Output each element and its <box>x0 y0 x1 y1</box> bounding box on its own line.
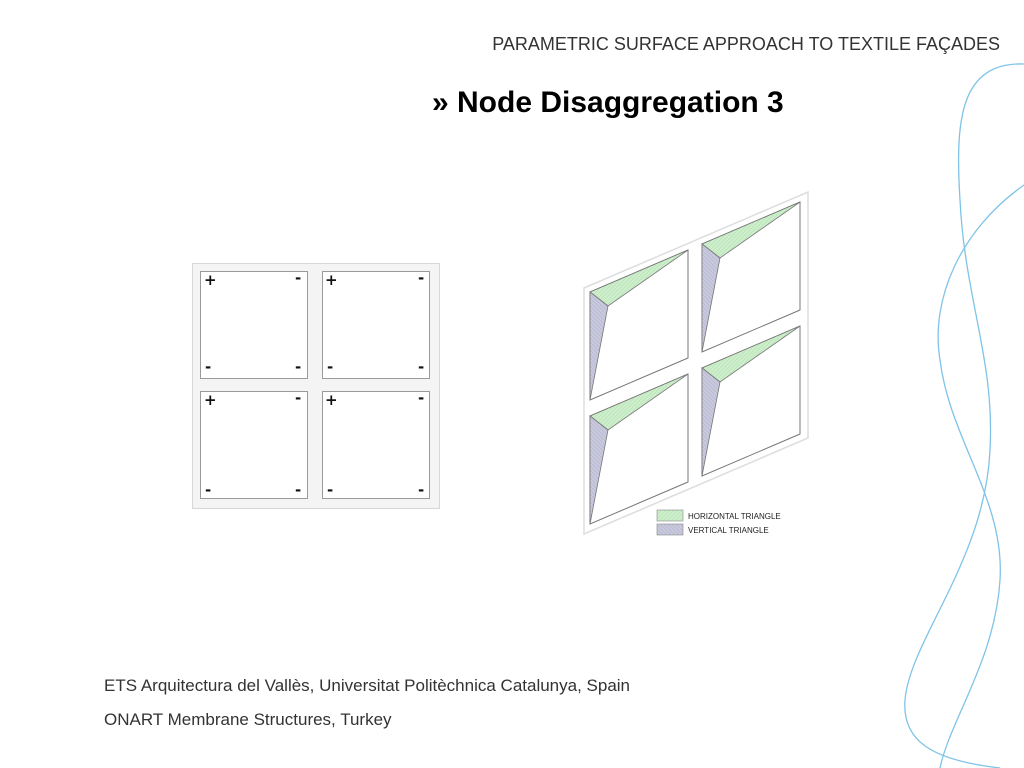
legend-label-horizontal: HORIZONTAL TRIANGLE <box>688 512 781 521</box>
sign-top-left: + <box>204 271 217 289</box>
sign-top-left: + <box>204 391 217 409</box>
slide-title: » Node Disaggregation 3 <box>432 86 784 119</box>
sign-bottom-left: - <box>327 481 334 499</box>
legend-swatch-vertical <box>657 524 683 535</box>
sign-bottom-right: - <box>418 358 425 376</box>
sign-grid-diagram <box>192 263 440 509</box>
sign-bottom-right: - <box>295 358 302 376</box>
sign-top-right: - <box>295 389 302 407</box>
legend-label-vertical: VERTICAL TRIANGLE <box>688 526 769 535</box>
sign-bottom-left: - <box>205 481 212 499</box>
sign-bottom-right: - <box>418 481 425 499</box>
sign-top-left: + <box>325 391 338 409</box>
presentation-header: PARAMETRIC SURFACE APPROACH TO TEXTILE FAÇADES <box>492 34 1000 54</box>
decorative-curve-1 <box>905 64 1024 768</box>
isometric-panel-diagram <box>580 188 820 538</box>
decorative-curve-2 <box>938 185 1024 768</box>
footer-affiliation-1: ETS Arquitectura del Vallès, Universitat Politèchnica Catalunya, Spain <box>104 676 631 695</box>
sign-top-right: - <box>295 269 302 287</box>
footer-affiliation-2: ONART Membrane Structures, Turkey <box>104 710 392 729</box>
sign-top-right: - <box>418 389 425 407</box>
sign-bottom-left: - <box>327 358 334 376</box>
grid-cell <box>322 391 430 499</box>
sign-bottom-right: - <box>295 481 302 499</box>
legend-swatch-horizontal <box>657 510 683 521</box>
grid-cell <box>322 271 430 379</box>
sign-top-right: - <box>418 269 425 287</box>
sign-bottom-left: - <box>205 358 212 376</box>
sign-top-left: + <box>325 271 338 289</box>
legend <box>657 510 781 535</box>
